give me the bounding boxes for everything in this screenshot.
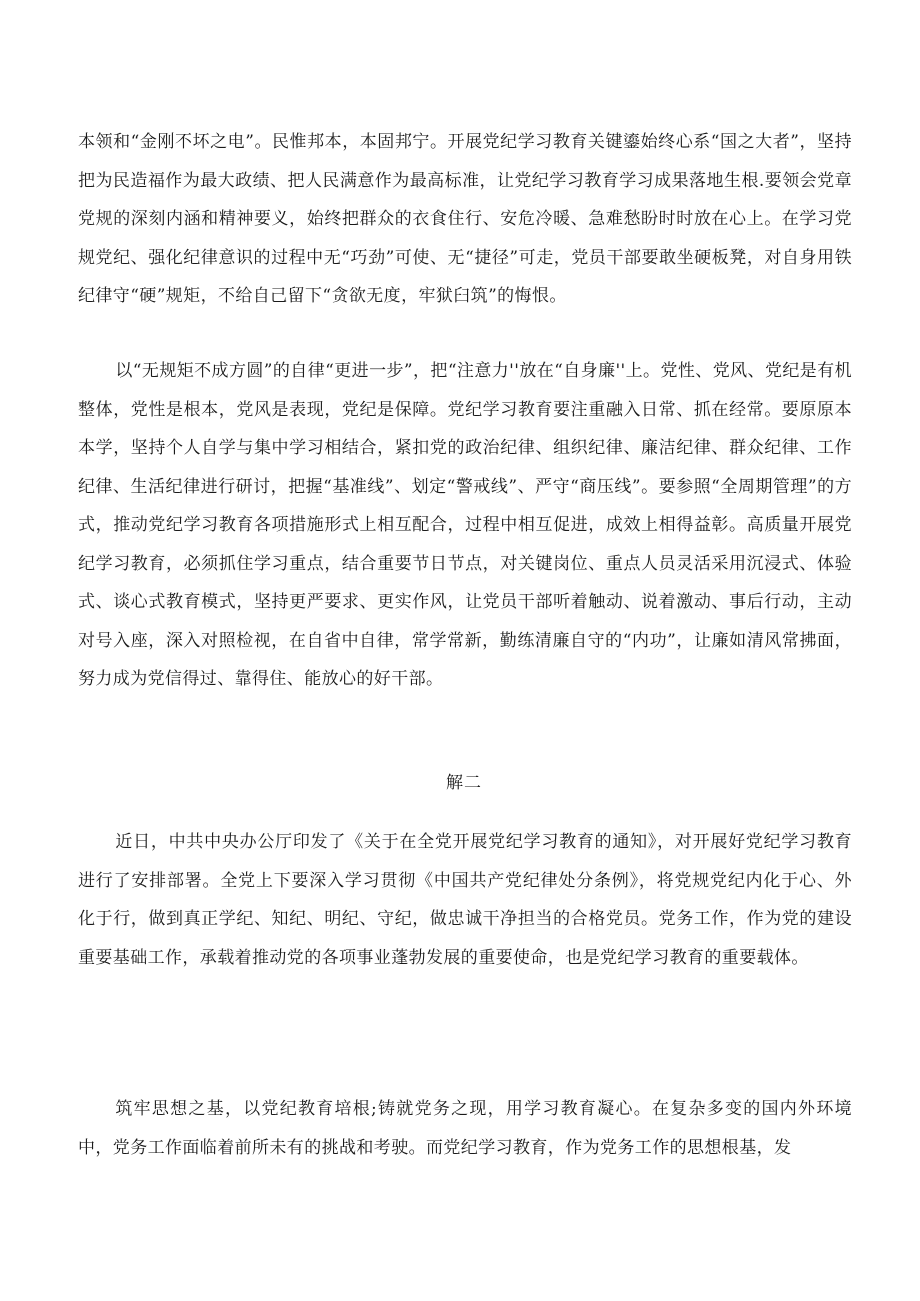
body-paragraph-1: 本领和“金刚不坏之电”。民惟邦本，本固邦宁。开展党纪学习教育关键鎏始终心系“国之大者”，坚持把为民造福作为最大政绩、把人民满意作为最高标准，让党纪学习教育学习成果落地生根.要领会党章党规的深刻内涵和精神要义，始终把群众的衣食住行、安危冷暖、急难愁盼时时放在心上。在学习党规党纪、强化纪律意识的过程中无“巧劲”可使、无“捷径”可走，党员干部要敢坐硬板凳，对自身用铁纪律守“硬”规矩，不给自己留下“贪欲无度，牢狱臼筑”的悔恨。 xyxy=(78,132,852,306)
section-heading: 解二 xyxy=(446,773,482,793)
body-paragraph-4: 筑牢思想之基，以党纪教育培根;铸就党务之现，用学习教育凝心。在复杂多变的国内外环境中，党务工作面临着前所未有的挑战和考驶。而党纪学习教育，作为党务工作的思想根基，发 xyxy=(78,1099,852,1158)
body-paragraph-2: 以“无规矩不成方圆”的自律“更进一步”，把“注意力''放在“自身廉''上。党性、党风、党纪是有机整体，党性是根本，党风是表现，党纪是保障。党纪学习教育要注重融入日常、抓在经常。要原原本本学，坚持个人自学与集中学习相结合，紧扣党的政治纪律、组织纪律、廉洁纪律、群众纪律、工作纪律、生活纪律进行研讨，把握“基准线”、划定“警戒线”、严守“商压线”。要参照“全周期管理”的方式，推动党纪学习教育各项措施形式上相互配合，过程中相互促进，成效上相得益彰。高质量开展党纪学习教育，必须抓住学习重点，结合重要节日节点，对关键岗位、重点人员灵活采用沉浸式、体验式、谈心式教育模式，坚持更严要求、更实作风，让党员干部听着触动、说着激动、事后行动，主动对号入座，深入对照检视，在自省中自律，常学常新，勤练清廉自守的“内功”，让廉如清风常拂面，努力成为党信得过、靠得住、能放心的好干部。 xyxy=(78,361,852,689)
body-paragraph-3: 近日，中共中央办公厅印发了《关于在全党开展党纪学习教育的通知》，对开展好党纪学习教育进行了安排部署。全党上下要深入学习贯彻《中国共产党纪律处分条例》，将党规党纪内化于心、外化于行，做到真正学纪、知纪、明纪、守纪，做忠诚干净担当的合格党员。党务工作，作为党的建设重要基础工作，承载着推动党的各项事业蓬勃发展的重要使命，也是党纪学习教育的重要载体。 xyxy=(78,832,852,968)
